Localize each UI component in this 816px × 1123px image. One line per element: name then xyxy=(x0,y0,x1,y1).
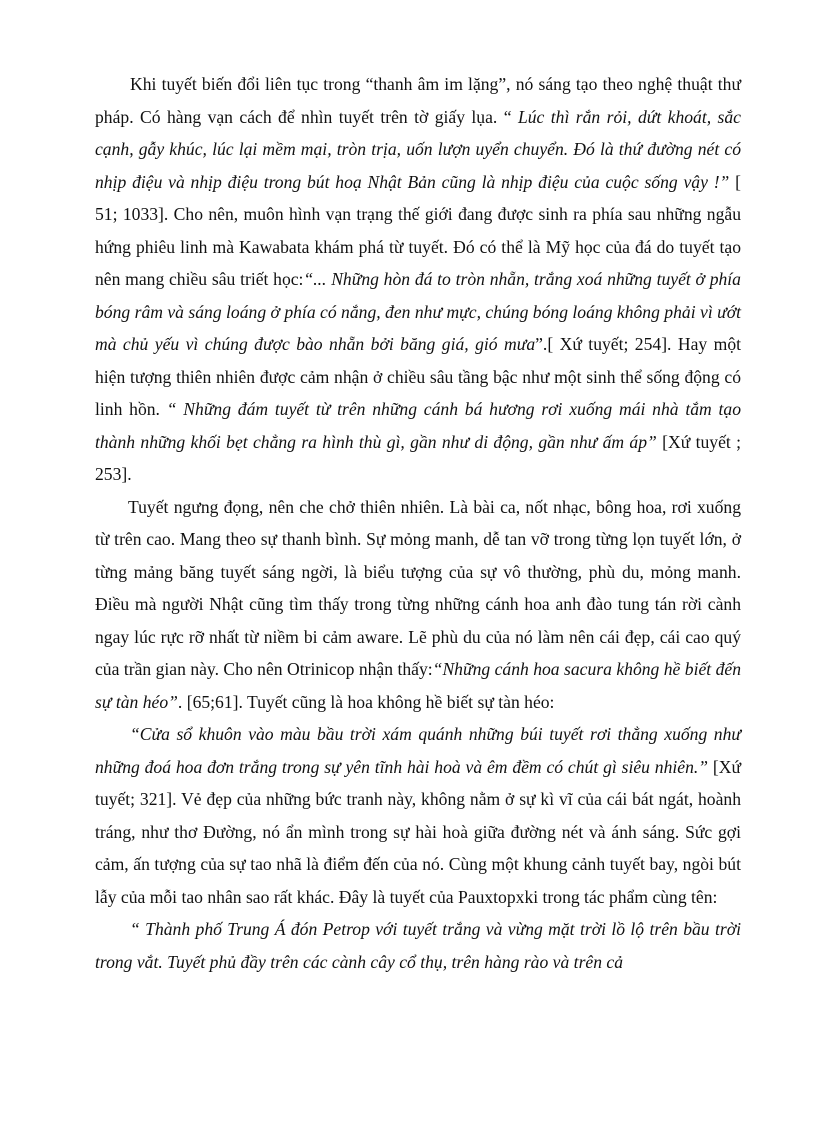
p2-seg-1: Tuyết ngưng đọng, nên che chở thiên nhiên. Là bài ca, nốt nhạc, bông hoa, rơi xuống từ trên cao. Mang theo sự thanh bình. Sự mỏng manh, dễ tan vỡ trong từng lọn tuyết lớn, ở từng mảng băng tuyết sáng ngời, là biểu tượng của sự vô thường, phù du, mỏng manh. Điều mà người Nhật cũng tìm thấy trong từng những cánh hoa anh đào tung tán rời cành ngay lúc rực rỡ nhất từ niềm bi cảm aware. Lẽ phù du của nó làm nên cái đẹp, cái cao quý của trần gian này. Cho nên Otrinicop nhận thấy: xyxy=(95,496,741,679)
p1-seg-1: Khi tuyết biến đổi liên tục trong “thanh âm im lặng”, nó sáng tạo theo nghệ thuật thư pháp. Có hàng vạn cách để nhìn tuyết trên tờ giấy lụa. “ xyxy=(95,74,741,127)
p2-quote-sakura: “Những cánh hoa sacura không hề biết đến sự tàn héo” xyxy=(95,659,741,712)
paragraph-2 xyxy=(95,491,741,719)
p1-quote-snow-clumps: “ Những đám tuyết từ trên những cánh bá hương rơi xuống mái nhà tắm tạo thành những khối bẹt chẳng ra hình thù gì, gần như di động, gần như ấm áp” xyxy=(95,399,741,452)
p3-seg-2: [Xứ tuyết; 321]. Vẻ đẹp của những bức tranh này, không nằm ở sự kì vĩ của cái bát ngát, hoành tráng, như thơ Đường, nó ẩn mình trong sự hài hoà giữa đường nét và ánh sáng. Sức gợi cảm, ấn tượng của sự tao nhã là điểm đến của nó. Cùng một khung cảnh tuyết bay, ngòi bút lẫy của mỗi tao nhân sao rất khác. Đây là tuyết của Pauxtopxki trong tác phẩm cùng tên: xyxy=(95,756,742,907)
paragraph-1 xyxy=(95,68,741,491)
p1-quote-calligraphy: Lúc thì rắn rỏi, dứt khoát, sắc cạnh, gẫy khúc, lúc lại mềm mại, tròn trịa, uốn lượn uyển chuyển. Đó là thứ đường nét có nhịp điệu và nhịp điệu trong bút hoạ Nhật Bản cũng là nhịp điệu của cuộc sống vậy !” xyxy=(95,106,741,192)
p1-seg-5: ”.[ Xứ tuyết; 254]. Hay một hiện tượng thiên nhiên được cảm nhận ở chiều sâu tầng bậc như một sinh thể sống động có linh hồn. xyxy=(95,334,742,419)
p2-seg-3: . [65;61]. Tuyết cũng là hoa không hề biết sự tàn héo: xyxy=(177,691,555,712)
paragraph-3 xyxy=(95,718,741,913)
p1-quote-stones: “... Những hòn đá to tròn nhẵn, trắng xoá những tuyết ở phía bóng râm và sáng loáng ở phía có nắng, đen như mực, chúng bóng loáng không phải vì ướt mà chủ yếu vì chúng được bào nhẵn bởi băng giá, gió mưa xyxy=(95,269,741,354)
p4-quote-central-asia: “ Thành phố Trung Á đón Petrop với tuyết trắng và vừng mặt trời lồ lộ trên bầu trời trong vắt. Tuyết phủ đầy trên các cành cây cổ thụ, trên hàng rào và trên cả xyxy=(95,919,741,972)
p3-quote-window: “Cửa sổ khuôn vào màu bầu trời xám quánh những búi tuyết rơi thẳng xuống như những đoá hoa đơn trắng trong sự yên tĩnh hài hoà và êm đềm có chút gì siêu nhiên.” xyxy=(95,724,741,777)
p1-seg-7: [Xứ tuyết ; 253]. xyxy=(95,431,741,484)
paragraph-4 xyxy=(95,913,741,978)
p1-seg-3: [ 51; 1033]. Cho nên, muôn hình vạn trạng thế giới đang được sinh ra phía sau những ngẫu hứng phiêu linh mà Kawabata khám phá từ tuyết. Đó có thể là Mỹ học của đá do tuyết tạo nên mang chiều sâu triết học: xyxy=(95,171,741,289)
body-text xyxy=(95,68,741,978)
